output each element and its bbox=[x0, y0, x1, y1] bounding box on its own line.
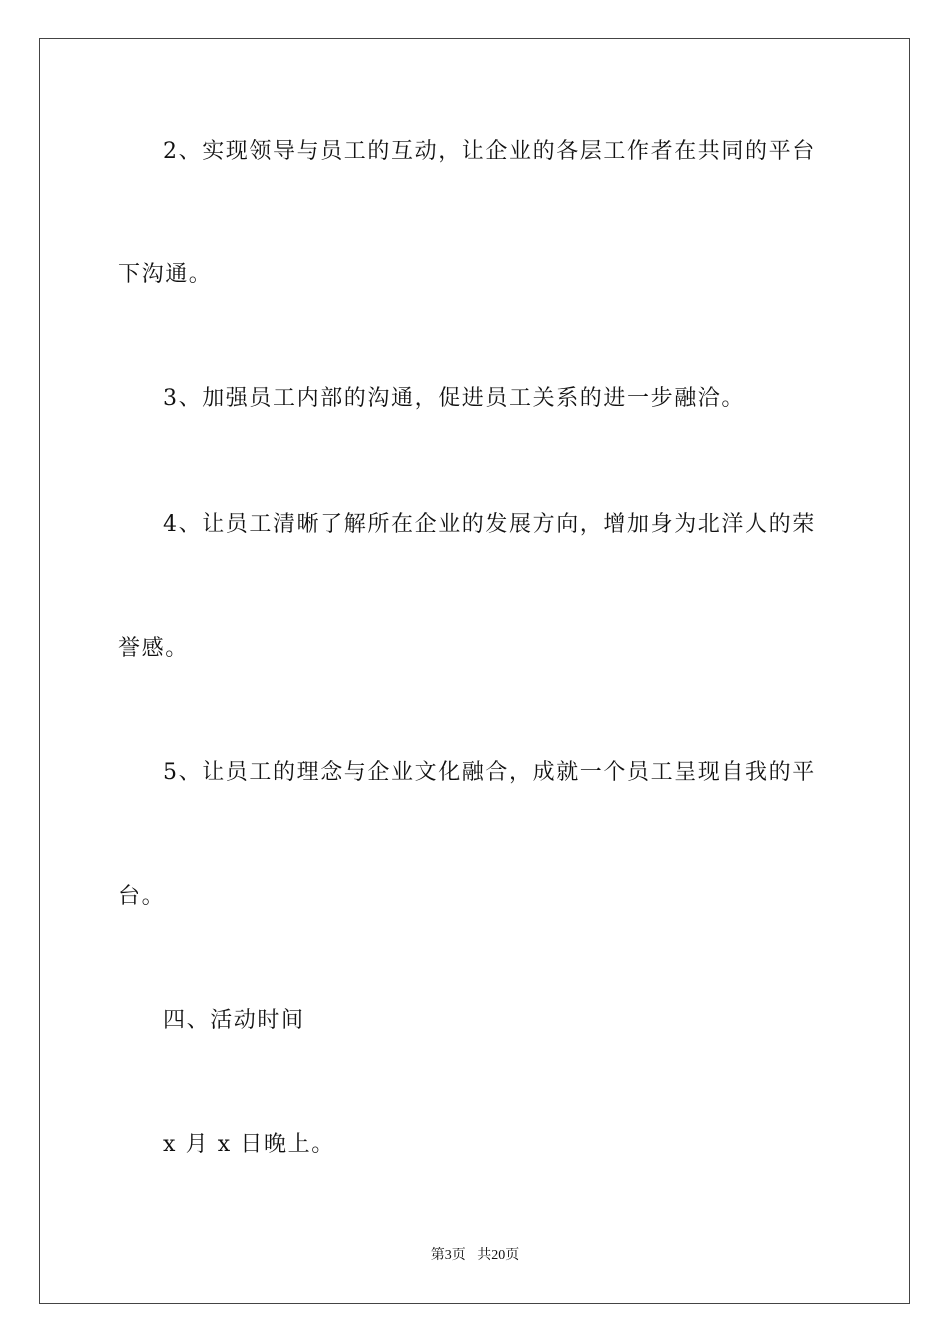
section-heading: 四、活动时间 bbox=[163, 1008, 305, 1033]
total-pages: 共20页 bbox=[477, 1248, 520, 1263]
paragraph-line: 3、加强员工内部的沟通，促进员工关系的进一步融洽。 bbox=[163, 386, 745, 411]
paragraph-line: 2、实现领导与员工的互动，让企业的各层工作者在共同的平台 bbox=[163, 139, 816, 164]
page-frame bbox=[39, 38, 910, 1304]
paragraph-line: 5、让员工的理念与企业文化融合，成就一个员工呈现自我的平 bbox=[163, 760, 816, 785]
page-footer bbox=[0, 1246, 950, 1266]
paragraph-line: 台。 bbox=[118, 884, 166, 909]
paragraph-line: 下沟通。 bbox=[118, 262, 213, 287]
paragraph-line: x 月 x 日晚上。 bbox=[163, 1132, 335, 1157]
current-page-number: 第3页 bbox=[430, 1248, 466, 1263]
paragraph-line: 4、让员工清晰了解所在企业的发展方向，增加身为北洋人的荣 bbox=[163, 512, 816, 537]
paragraph-line: 誉感。 bbox=[118, 636, 189, 661]
